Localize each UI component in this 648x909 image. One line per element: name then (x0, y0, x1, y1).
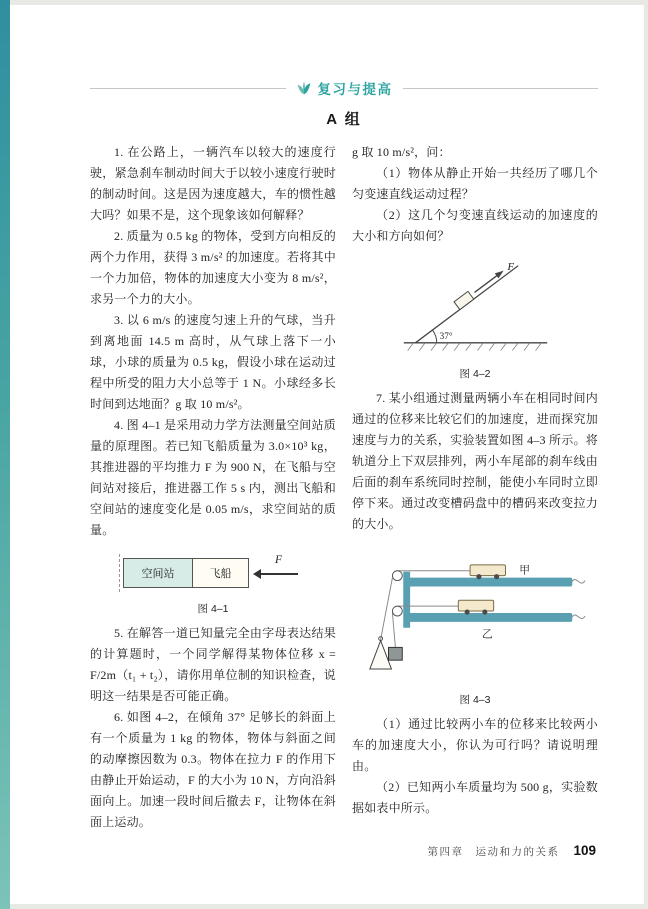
problem-6-question-2: （2）这几个匀变速直线运动的加速度的大小和方向如何？ (352, 208, 598, 243)
two-column-content (90, 142, 598, 833)
upper-pulley (392, 571, 402, 581)
figure-4-2-caption: 图 4–2 (459, 368, 491, 380)
cart-jia (470, 565, 505, 576)
header-title: 复习与提高 (317, 82, 393, 97)
left-column (90, 142, 336, 833)
figure-4-1 (90, 550, 336, 616)
right-column (352, 142, 598, 833)
figure-4-3-diagram (360, 544, 590, 682)
cart-jia-wheel (476, 574, 481, 579)
problem-7-question-1: （1）通过比较两小车的位移来比较两小车的加速度大小，你认为可行吗？请说明理由。 (352, 717, 598, 773)
problem-6-question-1: （1）物体从静止开始一共经历了哪几个匀变速直线运动过程？ (352, 166, 598, 201)
header-rule-left (90, 88, 286, 89)
cart-jia-wheel (494, 574, 499, 579)
page-number: 109 (573, 843, 596, 858)
header-brand (286, 78, 403, 98)
figure-4-1-diagram (90, 550, 336, 596)
cart-yi-wheel (465, 609, 470, 614)
figure-4-3 (352, 544, 598, 707)
cart-yi-wheel (482, 609, 487, 614)
thrust-force-arrow (253, 556, 307, 590)
cart-jia-label: 甲 (519, 564, 531, 577)
arrow-shaft (260, 573, 298, 575)
figure-4-2-diagram (398, 256, 553, 356)
lower-brake-line (572, 615, 585, 619)
upper-brake-line (572, 580, 585, 584)
figure-4-3-caption: 图 4–3 (459, 694, 491, 706)
force-label: F (275, 554, 283, 566)
angle-label: 37° (439, 330, 453, 341)
book-spine (0, 0, 10, 909)
problem-6: 6. 如图 4–2，在倾角 37° 足够长的斜面上有一个质量为 1 kg 的物体，物体与斜面之间的动摩擦因数为 0.3。物体在拉力 F 的作用下由静止开始运动，F 的大小为 10 N，方向沿斜面向上。加速一段时间后撤去 F，让物体在斜面上运动。 (90, 710, 336, 829)
page-footer (427, 843, 596, 859)
problem-5: 5. 在解答一道已知量完全由字母表达结果的计算题时，一个同学解得某物体位移 x = F/2m（t₁ + t₂），请你用单位制的知识检查，说明这一结果是否可能正确。 (90, 626, 336, 703)
problem-1: 1. 在公路上，一辆汽车以较大的速度行驶，紧急刹车制动时间大于以较小速度行驶时的制动时间。这是因为速度越大，车的惯性越大吗？如果不是，这个现象该如何解释？ (90, 145, 336, 222)
problem-3: 3. 以 6 m/s 的速度匀速上升的气球，当升到离地面 14.5 m 高时，从气球上落下一小球，小球的质量为 0.5 kg，假设小球在运动过程中所受的阻力大小总等于 1 N。小球经多长时间到达地面？g 取 10 m/s²。 (90, 313, 336, 411)
leaf-icon (296, 80, 312, 96)
angle-arc (432, 330, 436, 343)
force-label: F (506, 262, 514, 274)
dashed-reference-line (119, 554, 120, 592)
figure-4-2 (352, 256, 598, 381)
problem-6-continued: g 取 10 m/s²，问： (352, 145, 451, 159)
scan-edge-top (10, 0, 648, 5)
problem-4: 4. 图 4–1 是采用动力学方法测量空间站质量的原理图。若已知飞船质量为 3.0×10³ kg，其推进器的平均推力 F 为 900 N，在飞船与空间站对接后，推进器工作 5 s 内，测出飞船和空间站的速度变化是 0.05 m/s，求空间站的质量。 (90, 418, 336, 537)
block-on-incline (453, 291, 473, 309)
chapter-title: 第四章 运动和力的关系 (427, 846, 560, 858)
upper-track (407, 578, 572, 587)
problem-7: 7. 某小组通过测量两辆小车在相同时间内通过的位移来比较它们的加速度，进而探究加速度与力的关系，实验装置如图 4–3 所示。将轨道分上下双层排列，两小车尾部的刹车线由后面的刹车系统同时控制，能使小车同时立即停下来。通过改变槽码盘中的槽码来改变拉力的大小。 (352, 391, 598, 531)
square-weight (389, 647, 403, 660)
section-header (90, 78, 598, 98)
group-title: A 组 (326, 111, 362, 128)
scan-edge-bottom (10, 904, 648, 909)
figure-4-1-caption: 图 4–1 (197, 603, 229, 615)
space-station-box: 空间站 (123, 558, 193, 588)
ground-hatching (407, 343, 541, 351)
cart-yi (458, 600, 493, 611)
scan-edge-right (644, 0, 648, 909)
cart-yi-label: 乙 (481, 628, 493, 641)
problem-7-question-2: （2）已知两小车质量均为 500 g，实验数据如表中所示。 (352, 780, 598, 815)
lower-pulley (392, 606, 402, 616)
problem-2: 2. 质量为 0.5 kg 的物体，受到方向相反的两个力作用，获得 3 m/s² 的加速度。若将其中一个力加倍，物体的加速度大小变为 8 m/s²，求另一个力的大小。 (90, 229, 336, 306)
header-rule-right (403, 88, 599, 89)
spaceship-box: 飞船 (193, 558, 249, 588)
lower-track (407, 613, 572, 622)
